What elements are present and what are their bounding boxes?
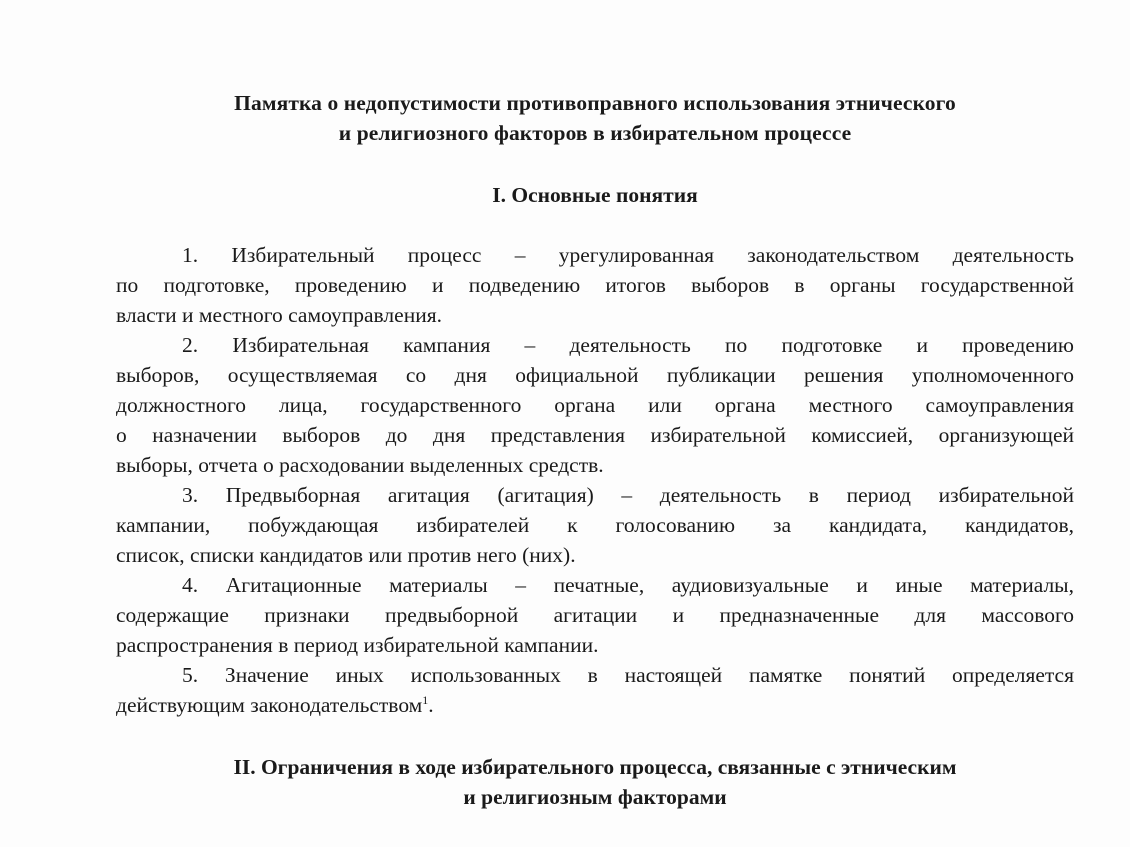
paragraph-line-text: действующим законодательством: [116, 693, 423, 717]
footnote-mark[interactable]: 1: [422, 692, 429, 707]
paragraph-line: 5. Значение иных использованных в настоящей памятке понятий определяется: [182, 663, 1074, 687]
paragraph-line: власти и местного самоуправления.: [116, 303, 442, 327]
paragraph-line: список, списки кандидатов или против него (них).: [116, 543, 576, 567]
section-heading-text: II. Ограничения в ходе избирательного процесса, связанные с этническим: [233, 755, 957, 779]
document-title-line: Памятка о недопустимости противоправного использования этнического: [234, 91, 956, 115]
paragraph-line: кампании, побуждающая избирателей к голосованию за кандидата, кандидатов,: [116, 513, 1074, 537]
paragraph-line: о назначении выборов до дня представления избирательной комиссией, организующей: [116, 423, 1074, 447]
section-heading-text: I. Основные понятия: [492, 183, 698, 207]
paragraph-line: должностного лица, государственного органа или органа местного самоуправления: [116, 393, 1074, 417]
paragraph-2: [116, 330, 1074, 480]
section-heading-text: и религиозным факторами: [463, 785, 727, 809]
paragraph-line: 2. Избирательная кампания – деятельность по подготовке и проведению: [182, 333, 1074, 357]
section-heading-basic-concepts: [100, 180, 1090, 210]
paragraph-line: распространения в период избирательной кампании.: [116, 633, 599, 657]
paragraph-1: [116, 240, 1074, 330]
paragraph-line: выборы, отчета о расходовании выделенных средств.: [116, 453, 604, 477]
document-title: [100, 88, 1090, 148]
paragraph-3: [116, 480, 1074, 570]
document-body: [116, 240, 1074, 720]
paragraph-line-end: .: [428, 693, 434, 717]
document-title-line: и религиозного факторов в избирательном процессе: [338, 121, 852, 145]
paragraph-4: [116, 570, 1074, 660]
paragraph-line: [116, 690, 1074, 720]
paragraph-line: 1. Избирательный процесс – урегулированная законодательством деятельность: [182, 243, 1074, 267]
paragraph-5: [116, 660, 1074, 720]
section-heading-restrictions: [100, 752, 1090, 812]
paragraph-line: содержащие признаки предвыборной агитации и предназначенные для массового: [116, 603, 1074, 627]
paragraph-line: выборов, осуществляемая со дня официальной публикации решения уполномоченного: [116, 363, 1074, 387]
paragraph-line: 4. Агитационные материалы – печатные, аудиовизуальные и иные материалы,: [182, 573, 1074, 597]
paragraph-line: по подготовке, проведению и подведению итогов выборов в органы государственной: [116, 273, 1074, 297]
paragraph-line: 3. Предвыборная агитация (агитация) – деятельность в период избирательной: [182, 483, 1074, 507]
